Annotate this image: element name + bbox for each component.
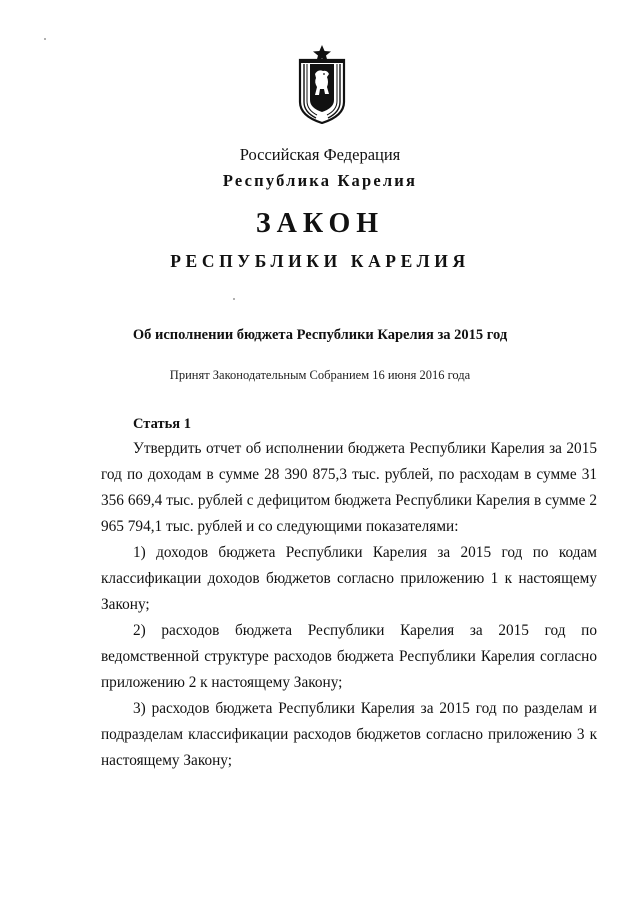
law-heading: ЗАКОН — [255, 208, 385, 239]
article-body — [101, 436, 597, 774]
article-heading: Статья 1 — [133, 416, 191, 432]
law-title: Об исполнении бюджета Республики Карелия за 2015 год — [132, 327, 508, 343]
republic-name: Республика Карелия — [222, 171, 418, 190]
article-paragraph: 1) доходов бюджета Республики Карелия за 2015 год по кодам классификации доходов бюджетов согласно приложению 1 к настоящему Закону; — [101, 544, 597, 613]
adoption-note: Принят Законодательным Собранием 16 июня 2016 года — [169, 368, 471, 382]
scan-speck — [233, 298, 235, 300]
article-paragraph: Утвердить отчет об исполнении бюджета Республики Карелия за 2015 год по доходам в сумме 28 390 875,3 тыс. рублей, по расходам в сумме 31 356 669,4 тыс. рублей с дефицитом бюджета Республики Карелия в сумме 2 965 794,1 тыс. рублей и со следующими показателями: — [101, 440, 597, 535]
scan-speck — [44, 38, 46, 40]
article-paragraph: 3) расходов бюджета Республики Карелия за 2015 год по разделам и подразделам классификации расходов бюджетов согласно приложению 3 к настоящему Закону; — [101, 700, 597, 769]
karelia-coat-of-arms-icon — [296, 44, 348, 124]
law-heading-subtitle: РЕСПУБЛИКИ КАРЕЛИЯ — [170, 251, 470, 271]
article-paragraph: 2) расходов бюджета Республики Карелия за 2015 год по ведомственной структуре расходов бюджета Республики Карелия согласно приложению 2 к настоящему Закону; — [101, 622, 597, 691]
country-name: Российская Федерация — [239, 145, 401, 164]
